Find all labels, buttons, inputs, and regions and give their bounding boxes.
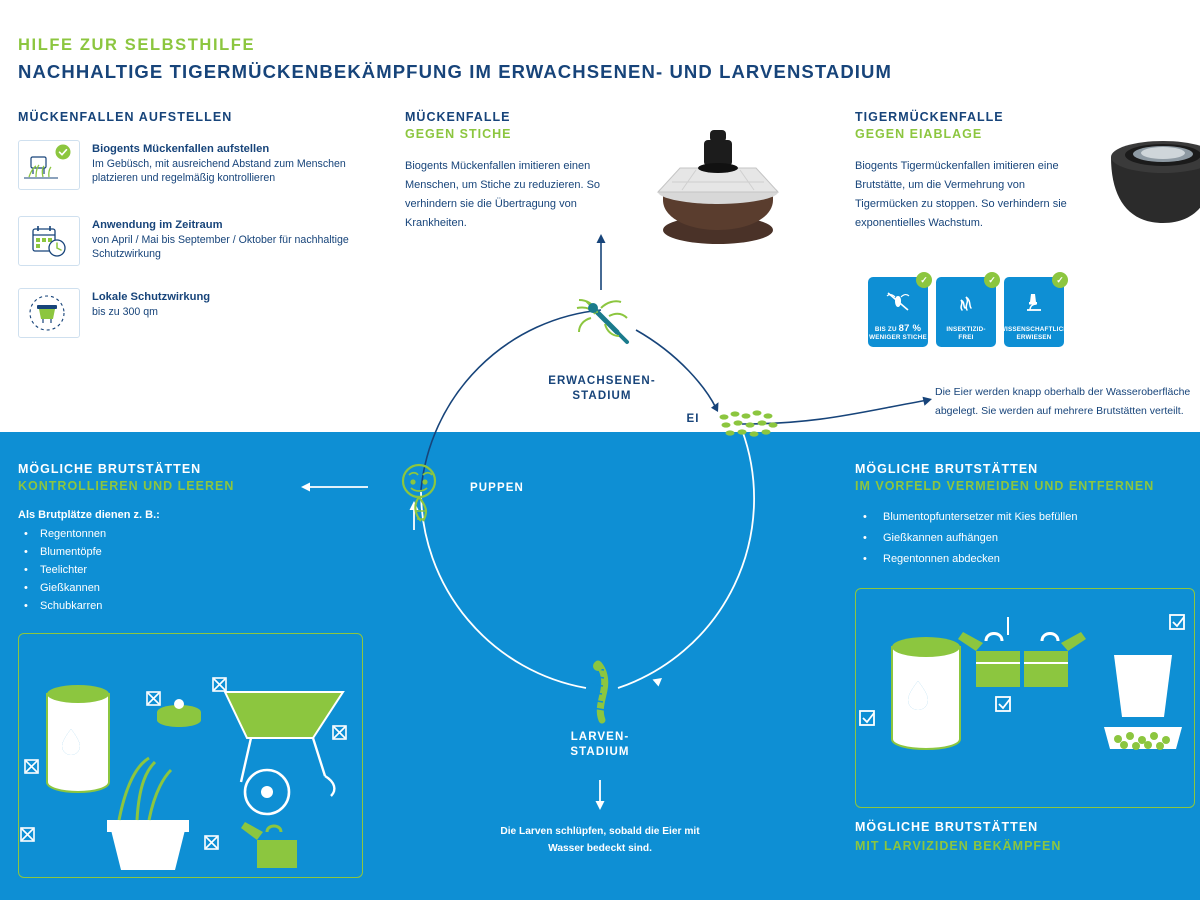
trap-row-title: Biogents Mückenfallen aufstellen <box>92 143 270 155</box>
trap-info-row <box>18 216 368 272</box>
badge-label: INSEKTIZID- FREI <box>946 326 986 341</box>
list-item: • Schubkarren <box>18 597 388 615</box>
check-icon: ✓ <box>1052 272 1068 288</box>
section-breeding-left <box>18 462 388 615</box>
mosquito-trap-subtitle: GEGEN STICHE <box>405 127 512 141</box>
breeding-right-list <box>855 507 1185 570</box>
tiger-trap-title: TIGERMÜCKENFALLE <box>855 110 1004 124</box>
mosquito-crossed-icon <box>885 277 911 325</box>
calendar-clock-icon <box>18 216 80 266</box>
feature-badges <box>868 275 1069 347</box>
trap-info-row <box>18 140 368 196</box>
badge-insecticide-free <box>936 277 996 347</box>
trap-row-text: Im Gebüsch, mit ausreichend Abstand zum Menschen platzieren und regelmäßig kontrollieren <box>92 158 346 184</box>
list-item: • Teelichter <box>18 561 388 579</box>
badge-87-percent <box>868 277 928 347</box>
breeding-left-subtitle: KONTROLLIEREN UND LEEREN <box>18 479 235 493</box>
trap-row-text: bis zu 300 qm <box>92 306 158 318</box>
tiger-trap-body: Biogents Tigermückenfallen imitieren eine Brutstätte, um die Vermehrung von Tigermücken zu stoppen. So verhindern sie exponentielles Wachstum. <box>855 160 1067 229</box>
label-larva-stage: LARVEN- STADIUM <box>570 731 630 758</box>
badge-scientifically-proven <box>999 275 1069 347</box>
bg-mosquitaire-trap-icon <box>618 112 818 252</box>
trap-info-row <box>18 288 368 344</box>
label-egg: EI <box>686 413 700 425</box>
list-item: • Blumentopfuntersetzer mit Kies befüllen <box>855 507 1185 528</box>
list-item: • Regentonnen <box>18 525 388 543</box>
list-item: • Gießkannen aufhängen <box>855 528 1185 549</box>
check-icon: ✓ <box>916 272 932 288</box>
label-pupae: PUPPEN <box>470 482 524 494</box>
breeding-right-title: MÖGLICHE BRUTSTÄTTEN <box>855 462 1039 476</box>
section-breeding-right <box>855 462 1185 570</box>
trap-row-text: von April / Mai bis September / Oktober für nachhaltige Schutzwirkung <box>92 234 349 260</box>
section-tiger-trap <box>855 110 1080 233</box>
mosquito-trap-title: MÜCKENFALLE <box>405 110 511 124</box>
list-item: • Gießkannen <box>18 579 388 597</box>
check-icon: ✓ <box>984 272 1000 288</box>
pupa-icon <box>385 455 455 531</box>
label-adult-stage: ERWACHSENEN- STADIUM <box>548 375 656 402</box>
breeding-larvicide-subtitle: MIT LARVIZIDEN BEKÄMPFEN <box>855 839 1062 853</box>
section-breeding-larvicide <box>855 820 1185 853</box>
page-title: NACHHALTIGE TIGERMÜCKENBEKÄMPFUNG IM ERWACHSENEN- UND LARVENSTADIUM <box>18 61 892 82</box>
breeding-left-list <box>18 525 388 615</box>
larvae-note-text: Die Larven schlüpfen, sobald die Eier mit Wasser bedeckt sind. <box>500 826 700 854</box>
bg-gat-trap-icon <box>1105 105 1200 265</box>
badge-label: BIS ZU 87 % WENIGER STICHE <box>869 323 927 341</box>
breeding-left-lead: Als Brutplätze dienen z. B.: <box>18 509 160 521</box>
larva-icon <box>578 660 624 726</box>
covered-barrel-hanging-can-gravel-saucer-icon <box>855 588 1195 808</box>
trap-row-title: Lokale Schutzwirkung <box>92 291 211 303</box>
list-item: • Blumentöpfe <box>18 543 388 561</box>
microscope-icon <box>1022 277 1046 326</box>
breeding-right-subtitle: IM VORFELD VERMEIDEN UND ENTFERNEN <box>855 479 1155 493</box>
bush-trap-icon <box>18 140 80 190</box>
trap-row-title: Anwendung im Zeitraum <box>92 219 223 231</box>
section-mosquito-trap <box>405 110 620 233</box>
vapor-icon <box>954 277 978 326</box>
radius-trap-icon <box>18 288 80 338</box>
breeding-left-title: MÖGLICHE BRUTSTÄTTEN <box>18 462 202 476</box>
egg-note-text: Die Eier werden knapp oberhalb der Wasseroberfläche abgelegt. Sie werden auf mehrere Brutstätten verteilt. <box>935 386 1191 417</box>
page-kicker: HILFE ZUR SELBSTHILFE <box>18 36 256 54</box>
egg-cluster-icon <box>718 408 780 442</box>
section-title-traps: MÜCKENFALLEN AUFSTELLEN <box>18 110 233 124</box>
breeding-larvicide-title: MÖGLICHE BRUTSTÄTTEN <box>855 820 1039 834</box>
adult-mosquito-icon <box>565 290 641 356</box>
mosquito-trap-body: Biogents Mückenfallen imitieren einen Menschen, um Stiche zu reduzieren. So verhindern sie die Übertragung von Krankheiten. <box>405 160 601 229</box>
badge-label: WISSENSCHAFTLICH ERWIESEN <box>999 326 1069 341</box>
rain-barrel-wheelbarrow-plantpot-icon <box>18 633 363 878</box>
list-item: • Regentonnen abdecken <box>855 549 1185 570</box>
tiger-trap-subtitle: GEGEN EIABLAGE <box>855 127 983 141</box>
